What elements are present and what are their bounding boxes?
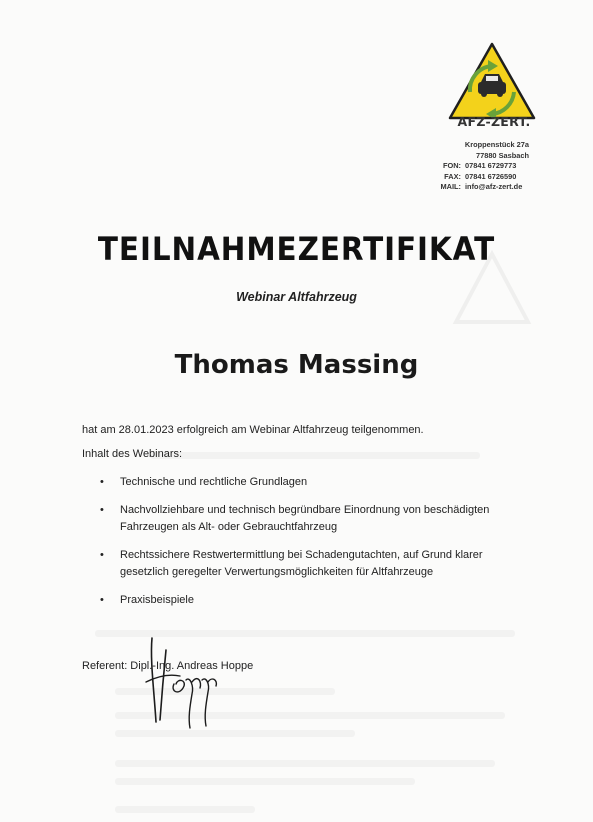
contact-email: info@afz-zert.de [465,182,523,191]
bullet-icon: • [100,549,104,561]
topic-text: Praxisbeispiele [120,594,194,606]
bleed-through-line [115,760,495,767]
topic-text: Nachvollziehbare und technisch begründbare Einordnung von beschädigten Fahrzeugen als Alt- oder Gebrauchtfahrzeug [120,504,490,533]
contact-street: Kroppenstück 27a [464,140,529,149]
bleed-through-line [115,806,255,813]
certificate-subtitle: Webinar Altfahrzeug [236,290,357,304]
contact-city: 77880 Sasbach [475,150,529,160]
contact-phone-row [421,161,529,172]
list-item [100,474,520,491]
company-name: AFZ-ZERT. [457,114,531,129]
participation-statement: hat am 28.01.2023 erfolgreich am Webinar Altfahrzeug teilgenommen. [82,424,424,436]
certificate-title: TEILNAHMEZERTIFIKAT [97,230,496,268]
contact-phone: 07841 6729773 [465,161,517,170]
contact-mail-row [421,182,529,193]
content-heading: Inhalt des Webinars: [82,448,183,460]
car-recycle-triangle-icon [448,42,536,122]
contact-label: FAX: [444,171,461,181]
recipient-name: Thomas Massing [174,350,419,380]
contact-fax-row [421,172,529,183]
contact-fax: 07841 6726590 [465,171,517,181]
list-item [100,592,520,609]
bleed-through-line [115,778,415,785]
contact-label: MAIL: [440,182,461,191]
list-item [100,502,520,536]
referent-line: Referent: Dipl.-Ing. Andreas Hoppe [82,660,254,672]
signature [140,630,220,730]
bullet-icon: • [100,476,104,488]
topic-text: Rechtssichere Restwertermittlung bei Schadengutachten, auf Grund klarer gesetzlich geregelter Verwertungsmöglichkeiten für Altfahrzeuge [120,549,483,578]
contact-block [421,140,529,193]
list-item [100,547,520,581]
bleed-through-line [115,730,355,737]
bullet-icon: • [100,504,104,516]
contact-label: FON: [442,161,461,170]
topic-text: Technische und rechtliche Grundlagen [120,476,308,488]
topic-list [100,474,520,609]
bullet-icon: • [100,594,104,606]
